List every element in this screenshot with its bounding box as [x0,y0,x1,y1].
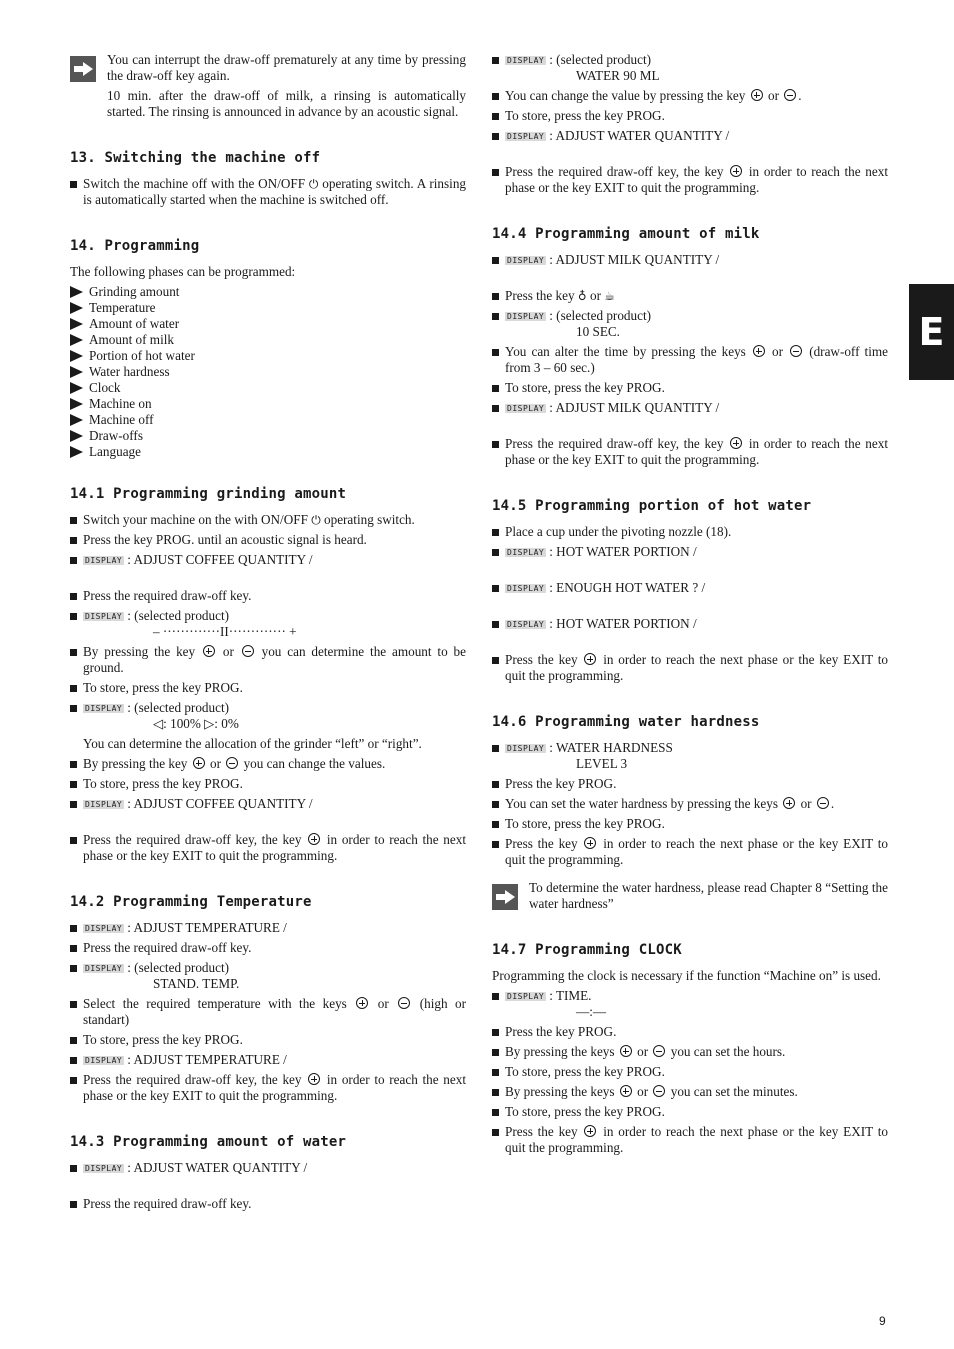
list-item: By pressing the key or you can change the values. [70,756,466,772]
display-item: DISPLAY : ADJUST TEMPERATURE / [70,1052,466,1068]
plus-icon [753,345,765,357]
display-value: 10 SEC. [576,324,620,339]
list-item: You can change the value by pressing the key or . [492,88,888,104]
minus-icon [398,997,410,1009]
display-item: DISPLAY : ADJUST TEMPERATURE / [70,920,466,936]
display-icon: DISPLAY [507,620,545,629]
right-column [492,52,888,1160]
display-icon: DISPLAY [85,1056,123,1065]
display-item: DISPLAY : ADJUST MILK QUANTITY / [492,400,888,416]
display-item: DISPLAY : ADJUST COFFEE QUANTITY / [70,552,466,568]
display-item: DISPLAY : HOT WATER PORTION / [492,544,888,560]
plus-icon [308,1073,320,1085]
section-title: 14.3 Programming amount of water [70,1134,347,1150]
display-icon: DISPLAY [507,992,545,1001]
list-item: Press the key PROG. until an acoustic signal is heard. [70,532,466,548]
list-item: Switch the machine off with the ON/OFF ⏻ operating switch. A rinsing is automatically started when the machine is switched off. [70,176,466,208]
display-item: DISPLAY : ADJUST WATER QUANTITY / [492,128,888,144]
list-item: Press the required draw-off key, the key in order to reach the next phase or the key EXIT to quit the programming. [492,164,888,196]
paragraph: The following phases can be programmed: [70,264,296,279]
list-item: Press the key PROG. [492,776,888,792]
minus-icon [817,797,829,809]
list-item: To store, press the key PROG. [492,380,888,396]
plus-icon [620,1045,632,1057]
display-icon: DISPLAY [85,964,123,973]
power-icon: ⏻ [311,513,321,527]
display-icon: DISPLAY [85,612,123,621]
plus-icon [730,165,742,177]
section-title: 14.2 Programming Temperature [70,894,312,910]
list-item: Press the required draw-off key. [70,940,466,956]
display-item: DISPLAY : TIME. —:— [492,988,888,1020]
display-item: DISPLAY : (selected product) ◁: 100% ▷: 0% [70,700,466,732]
info-note [492,880,888,912]
list-item: By pressing the key or you can determine the amount to be ground. [70,644,466,676]
phase-item: Language [70,444,466,460]
display-icon: DISPLAY [85,924,123,933]
power-icon: ⏻ [308,177,319,191]
arrow-icon [492,884,518,910]
display-icon: DISPLAY [507,256,545,265]
display-item: DISPLAY : ADJUST WATER QUANTITY / [70,1160,466,1176]
note-text: To determine the water hardness, please read Chapter 8 “Setting the water hardness” [529,880,888,911]
phase-item: Portion of hot water [70,348,466,364]
section-title: 14.5 Programming portion of hot water [492,498,812,514]
plus-icon [751,89,763,101]
minus-icon [653,1045,665,1057]
list-item: By pressing the keys or you can set the hours. [492,1044,888,1060]
display-item: DISPLAY : (selected product) STAND. TEMP. [70,960,466,992]
section-title: 13. Switching the machine off [70,150,321,166]
list-item: By pressing the keys or you can set the minutes. [492,1084,888,1100]
display-value: STAND. TEMP. [153,976,240,991]
display-icon: DISPLAY [507,56,545,65]
display-value: —:— [576,1004,607,1019]
plus-icon [203,645,215,657]
display-value: LEVEL 3 [576,756,628,771]
section-title: 14.1 Programming grinding amount [70,486,347,502]
milk-icon: ♁ [577,289,587,303]
list-item: You can alter the time by pressing the keys or (draw-off time from 3 – 60 sec.) [492,344,888,376]
plus-icon [308,833,320,845]
section-title: 14. Programming [70,238,200,254]
list-item: To store, press the key PROG. [492,1064,888,1080]
phase-item: Draw-offs [70,428,466,444]
list-item: Press the key ♁ or ☕ [492,288,888,304]
phase-item: Amount of water [70,316,466,332]
paragraph: You can determine the allocation of the grinder “left” or “right”. [83,736,422,751]
plus-icon [730,437,742,449]
info-note [70,52,466,120]
display-item: DISPLAY : ADJUST COFFEE QUANTITY / [70,796,466,812]
display-value: ◁: 100% ▷: 0% [153,716,239,731]
list-item: Press the required draw-off key. [70,1196,466,1212]
display-icon: DISPLAY [507,548,545,557]
display-icon: DISPLAY [507,404,545,413]
phase-item: Clock [70,380,466,396]
page-number: 9 [879,1314,886,1328]
display-item: DISPLAY : ENOUGH HOT WATER ? / [492,580,888,596]
phase-item: Machine on [70,396,466,412]
left-column [70,52,466,1216]
list-item: Press the key in order to reach the next phase or the key EXIT to quit the programming. [492,652,888,684]
display-value: – ·············II············· + [153,624,297,639]
display-icon: DISPLAY [85,556,123,565]
list-item: To store, press the key PROG. [70,776,466,792]
list-item: Press the required draw-off key, the key in order to reach the next phase or the key EXIT to quit the programming. [70,832,466,864]
list-item: To store, press the key PROG. [492,108,888,124]
display-item: DISPLAY : WATER HARDNESS LEVEL 3 [492,740,888,772]
list-item: Press the required draw-off key, the key in order to reach the next phase or the key EXIT to quit the programming. [492,436,888,468]
plus-icon [584,1125,596,1137]
display-icon: DISPLAY [85,704,123,713]
list-item: Press the required draw-off key, the key in order to reach the next phase or the key EXIT to quit the programming. [70,1072,466,1104]
display-icon: DISPLAY [507,312,545,321]
language-tab [909,284,954,380]
display-item: DISPLAY : HOT WATER PORTION / [492,616,888,632]
phase-item: Machine off [70,412,466,428]
phase-list [70,284,466,460]
display-icon: DISPLAY [85,800,123,809]
plus-icon [620,1085,632,1097]
note-text: 10 min. after the draw-off of milk, a rinsing is automatically started. The rinsing is announced in advance by an acoustic signal. [107,88,466,119]
display-item: DISPLAY : (selected product) – ·············II············· + [70,608,466,640]
list-item: Select the required temperature with the keys or (high or standart) [70,996,466,1028]
minus-icon [784,89,796,101]
display-item: DISPLAY : (selected product) 10 SEC. [492,308,888,340]
section-title: 14.6 Programming water hardness [492,714,760,730]
list-item: Press the key in order to reach the next phase or the key EXIT to quit the programming. [492,1124,888,1156]
plus-icon [193,757,205,769]
list-item: To store, press the key PROG. [492,816,888,832]
tab-letter: E [918,310,945,354]
plus-icon [584,837,596,849]
list-item: Switch your machine on the with ON/OFF ⏻ operating switch. [70,512,466,528]
paragraph: Programming the clock is necessary if the function “Machine on” is used. [492,968,881,983]
section-title: 14.7 Programming CLOCK [492,942,682,958]
plus-icon [783,797,795,809]
display-value: WATER 90 ML [576,68,660,83]
display-icon: DISPLAY [85,1164,123,1173]
list-item: Press the key PROG. [492,1024,888,1040]
display-icon: DISPLAY [507,132,545,141]
minus-icon [790,345,802,357]
display-icon: DISPLAY [507,744,545,753]
list-item: To store, press the key PROG. [70,680,466,696]
arrow-icon [70,56,96,82]
section-title: 14.4 Programming amount of milk [492,226,760,242]
minus-icon [653,1085,665,1097]
phase-item: Temperature [70,300,466,316]
note-text: You can interrupt the draw-off prematurely at any time by pressing the draw-off key again. [107,52,466,83]
display-item: DISPLAY : (selected product) WATER 90 ML [492,52,888,84]
phase-item: Amount of milk [70,332,466,348]
list-item: Press the required draw-off key. [70,588,466,604]
list-item: To store, press the key PROG. [492,1104,888,1120]
display-item: DISPLAY : ADJUST MILK QUANTITY / [492,252,888,268]
plus-icon [356,997,368,1009]
plus-icon [584,653,596,665]
list-item: Press the key in order to reach the next phase or the key EXIT to quit the programming. [492,836,888,868]
phase-item: Water hardness [70,364,466,380]
minus-icon [226,757,238,769]
phase-item: Grinding amount [70,284,466,300]
minus-icon [242,645,254,657]
cup-icon: ☕ [604,289,616,303]
display-icon: DISPLAY [507,584,545,593]
list-item: Place a cup under the pivoting nozzle (18). [492,524,888,540]
list-item: To store, press the key PROG. [70,1032,466,1048]
list-item: You can set the water hardness by pressing the keys or . [492,796,888,812]
